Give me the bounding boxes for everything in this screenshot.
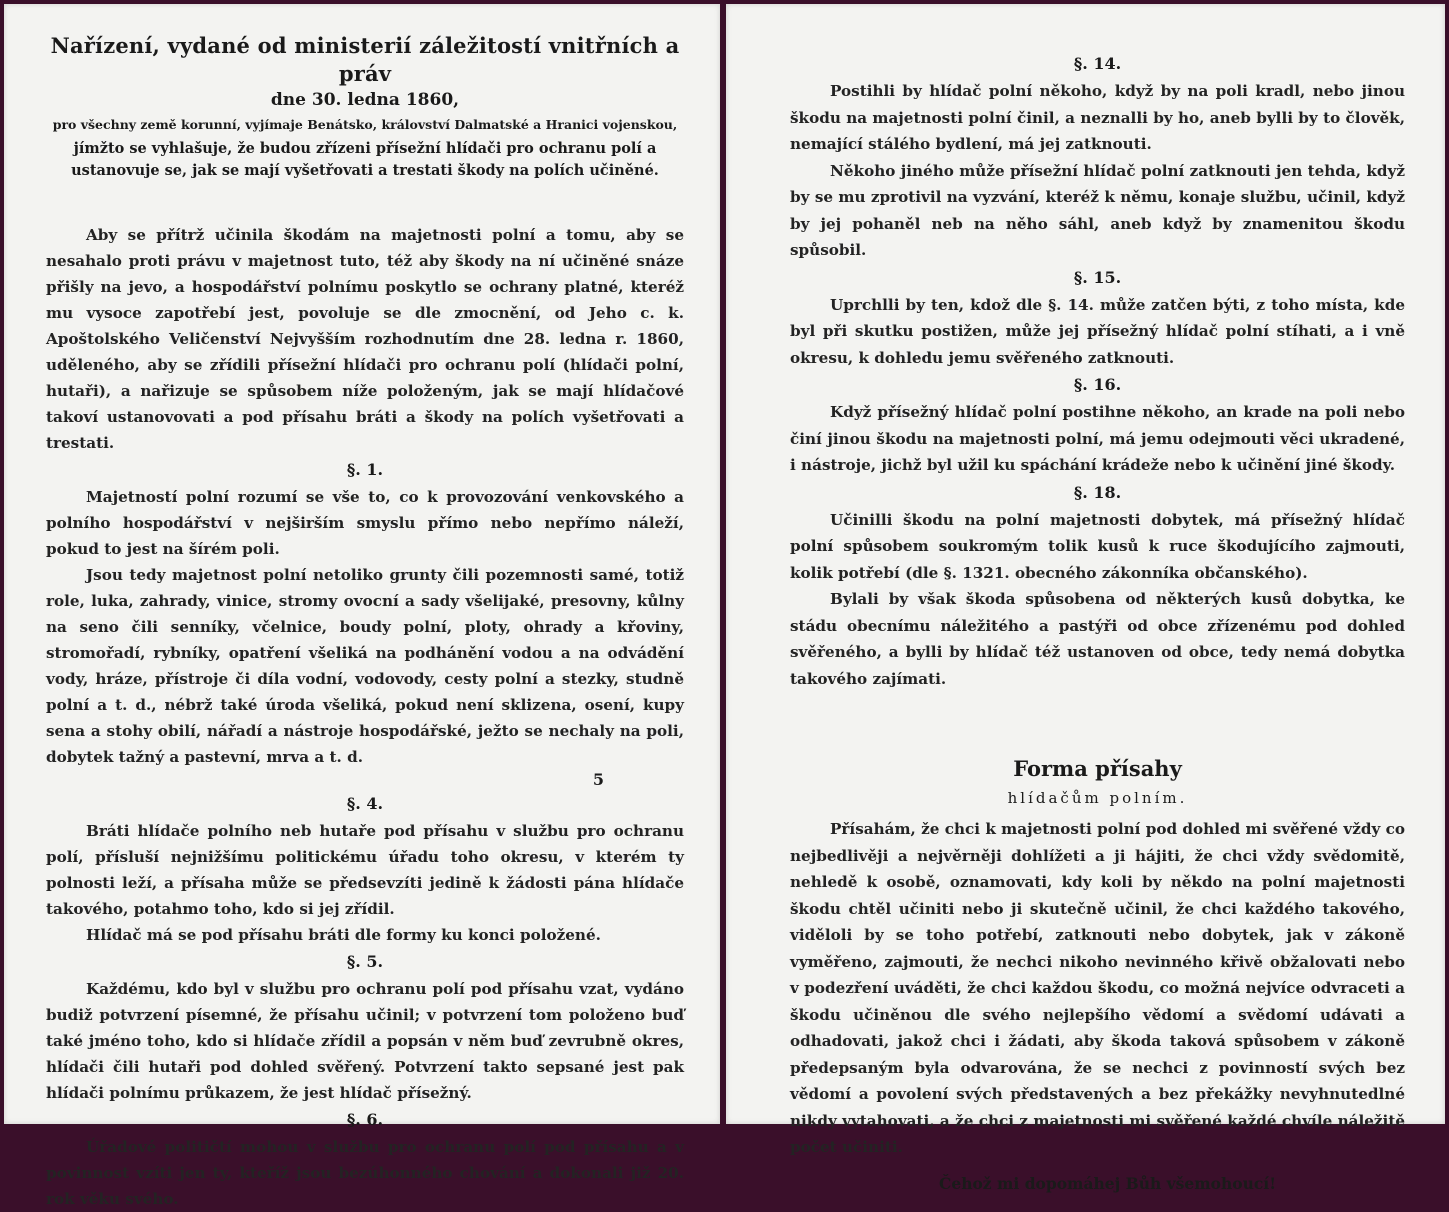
left-page bbox=[4, 4, 720, 1208]
section-4-paragraph-1: Bráti hlídače polního neb hutaře pod přísahu v službu pro ochranu polí, přísluší nejnižšímu politickému úřadu toho okresu, v kterém ty polnosti leží, a přísaha může se předsevzíti jedině k žádosti pána hlídače takového, potahmo toho, kdo si jej zřídil. bbox=[46, 822, 684, 918]
section-14-paragraph-1: Postihli by hlídač polní někoho, když by na poli kradl, nebo jinou škodu na majetnosti polní činil, a neznalli by ho, aneb bylli by to člověk, nemající stálého bydlení, má jej zatknouti. bbox=[790, 82, 1405, 153]
section-heading-14: §. 14. bbox=[1073, 54, 1122, 73]
section-heading-18: §. 18. bbox=[1073, 482, 1122, 502]
page-number: 5 bbox=[592, 770, 604, 789]
decree-subject: jímžto se vyhlašuje, že budou zřízeni přísežní hlídači pro ochranu polí a ustanovuje se, jak se mají vyšetřovati a trestati škody na polích učiněné. bbox=[71, 140, 659, 179]
decree-date: dne 30. ledna 1860, bbox=[270, 90, 460, 110]
oath-closing: Čehož mi dopomáhej Bůh všemohoucí! bbox=[939, 1173, 1276, 1193]
section-heading-6: §. 6. bbox=[346, 1110, 384, 1129]
section-15-paragraph-1: Uprchlli by ten, kdož dle §. 14. může zatčen býti, z toho místa, kde byl při skutku postižen, může jej přísežný hlídač polní stíhati, a i vně okresu, k dohledu jemu svěřeného zatknouti. bbox=[790, 295, 1405, 367]
section-14-paragraph-2: Někoho jiného může přísežní hlídač polní zatknouti jen tehda, když by se mu zprotivil na vyzvání, kteréž k němu, konaje službu, učinil, když by jej pohaněl neb na něho sáhl, aneb když by znamenitou škodu spůsobil. bbox=[790, 161, 1405, 259]
spacer bbox=[46, 182, 684, 222]
oath-subtitle: hlídačům polním. bbox=[1007, 789, 1188, 807]
spacer bbox=[790, 692, 1405, 754]
right-page-content bbox=[726, 4, 1445, 1197]
section-5-paragraph-1: Každému, kdo byl v službu pro ochranu polí pod přísahu vzat, vydáno budiž potvrzení písemné, že přísahu učinil; v potvrzení tom položeno buď také jméno toho, kdo si hlídače zřídil a popsán v něm buď zevrubně okres, hlídači čili hutaři pod dohled svěřený. Potvrzení takto sepsané jest pak hlídači polnímu průkazem, že jest hlídač přísežný. bbox=[46, 980, 684, 1102]
decree-title: Nařízení, vydané od ministerií záležitostí vnitřních a práv bbox=[50, 33, 680, 86]
section-1-paragraph-1: Majetností polní rozumí se vše to, co k provozování venkovského a polního hospodářství v nejširším smyslu přímo nebo nepřímo náleží, pokud to jest na šírém poli. bbox=[46, 488, 684, 558]
section-18-paragraph-2: Bylali by však škoda spůsobena od některých kusů dobytka, ke stádu obecnímu náležitého a pastýři od obce zřízenému pod dohled svěřeného, a bylli by hlídač též ustanoven od obce, tedy nemá dobytka takového zajímati. bbox=[790, 590, 1405, 688]
right-page bbox=[726, 4, 1445, 1193]
section-16-paragraph-1: Když přísežný hlídač polní postihne někoho, an krade na poli nebo činí jinou škodu na majetnosti polní, má jemu odejmouti věci ukradené, i nástroje, jichž byl užil ku spáchání krádeže nebo k učinění jiné škody. bbox=[790, 403, 1405, 474]
section-heading-1: §. 1. bbox=[346, 460, 384, 479]
section-heading-4: §. 4. bbox=[346, 794, 384, 813]
section-18-paragraph-1: Učinilli škodu na polní majetnosti dobytek, má přísežný hlídač polní spůsobem soukromým tolik kusů k ruce škodujícího zajmouti, kolik potřebí (dle §. 1321. obecného zákonníka občanského). bbox=[790, 510, 1405, 582]
section-6-paragraph-1: Úřadové političtí mohou v službu pro ochranu polí pod přísahu a v povinnost vzíti jen ty, kteříž jsou bezúhonného chování a dokonali již 20. rok věku svého. bbox=[46, 1138, 684, 1208]
left-page-content bbox=[4, 4, 720, 1212]
section-heading-5: §. 5. bbox=[346, 952, 384, 971]
oath-title: Forma přísahy bbox=[1013, 756, 1182, 781]
decree-scope: pro všechny země korunní, vyjímaje Benátsko, království Dalmatské a Hranici vojenskou, bbox=[52, 117, 678, 132]
section-heading-16: §. 16. bbox=[1073, 375, 1122, 394]
section-heading-15: §. 15. bbox=[1073, 267, 1122, 287]
intro-paragraph: Aby se přítrž učinila škodám na majetnosti polní a tomu, aby se nesahalo proti právu v majetnost tuto, též aby škody na ní učiněné snáze přišly na jevo, a hospodářství polnímu poskytlo se ochrany platné, kteréž mu vysoce zapotřebí jest, povoluje se dle zmocnění, od Jeho c. k. Apoštolského Veličenství Nejvyšším rozhodnutím dne 28. ledna r. 1860, uděleného, aby se zřídili přísežní hlídači pro ochranu polí (hlídači polní, hutaři), a nařizuje se spůsobem níže položeným, jak se mají hlídačové takoví ustanovovati a pod přísahu bráti a škody na polích vyšetřovati a trestati. bbox=[46, 226, 684, 452]
section-4-paragraph-2: Hlídač má se pod přísahu bráti dle formy ku konci položené. bbox=[86, 926, 601, 944]
oath-text: Přísahám, že chci k majetnosti polní pod dohled mi svěřené vždy co nejbedlivěji a nejvěrněji dohlížeti a ji hájiti, že chci vždy svědomitě, nehledě k osobě, oznamovati, kdy koli by někdo na polní majetnosti škodu chtěl učiniti nebo ji skutečně učinil, že chci každého takového, viděloli by se toho potřebí, zatknouti nebo dobytek, jak v zákoně vyměřeno, zajmouti, že nechci nikoho nevinného křivě obžalovati nebo v podezření uváděti, že chci každou škodu, co možná nejvíce odvraceti a škodu učiněnou dle svého nejlepšího vědomí a svědomí udávati a odhadovati, jakož chci i žádati, aby škoda taková spůsobem v zákoně předepsaným byla odvarována, že se nechci z povinností svých bez vědomí a povolení svých představených a bez překážky nevyhnutedlné nikdy vytahovati, a že chci z majetnosti mi svěřené každé chvíle náležitě počet učiniti. bbox=[790, 820, 1405, 1156]
section-1-paragraph-2: Jsou tedy majetnost polní netoliko grunty čili pozemnosti samé, totiž role, luka, zahrady, vinice, stromy ovocní a sady všelijaké, presovny, kůlny na seno čili senníky, včelnice, boudy polní, ploty, ohrady a křoviny, stromořadí, rybníky, opatření všeliká na podhánění vodou a na odvádění vody, hráze, přístroje či díla vodní, vodovody, cesty polní a stezky, studně polní a t. d., nébrž také úroda všeliká, pokud není sklizena, osení, kupy sena a stohy obilí, nářadí a nástroje hospodářské, ježto se nechaly na poli, dobytek tažný a pastevní, mrva a t. d. bbox=[46, 566, 684, 766]
